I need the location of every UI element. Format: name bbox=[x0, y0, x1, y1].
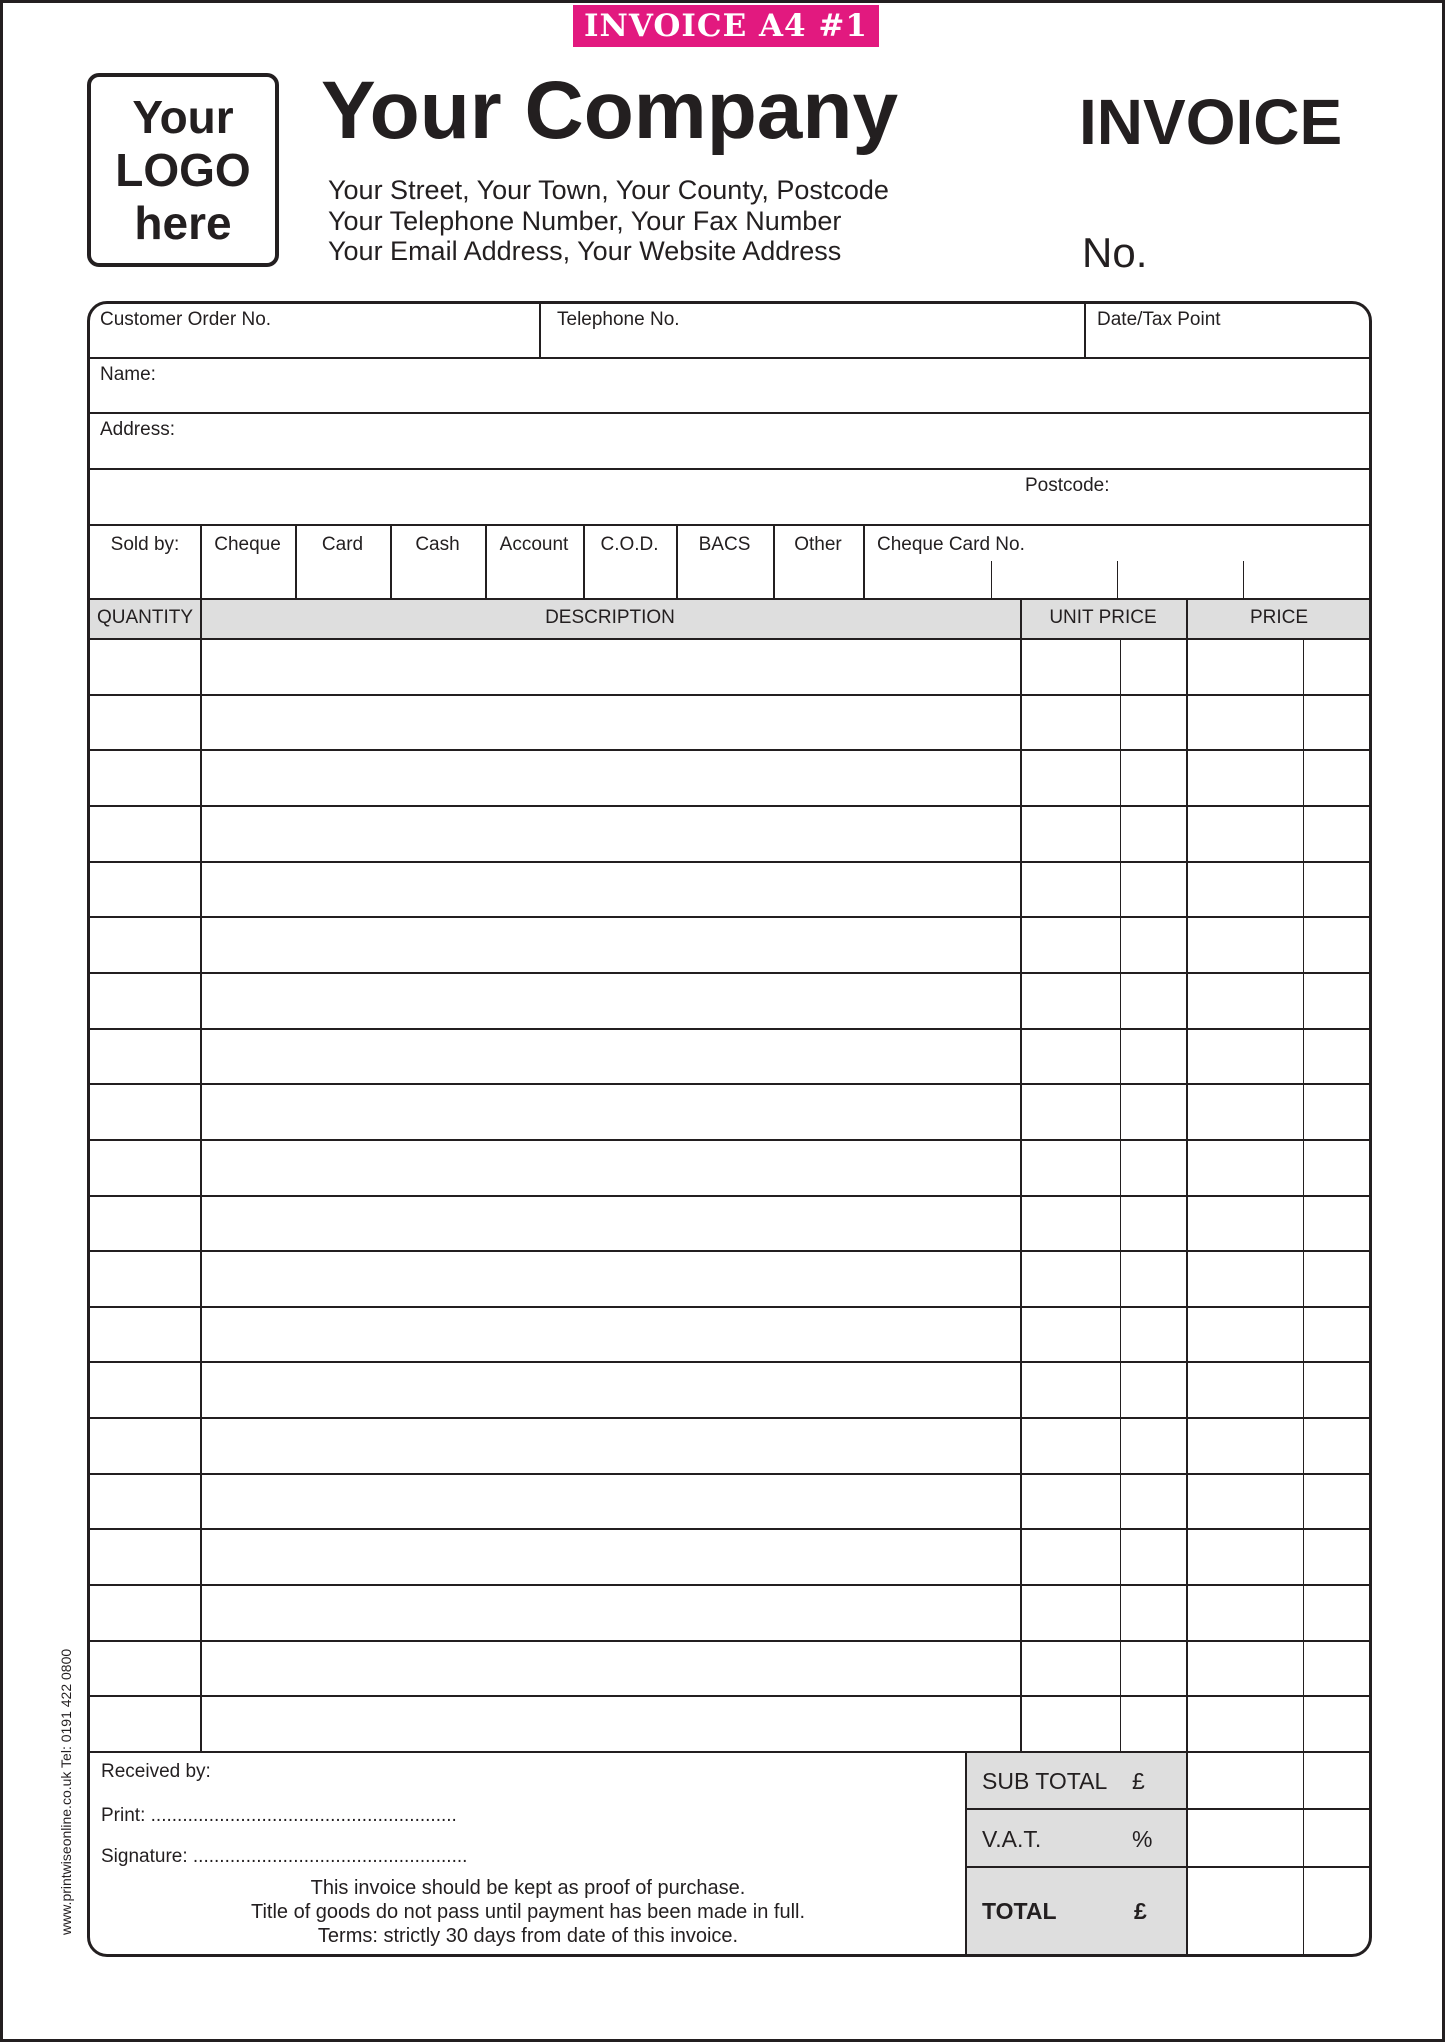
table-row-divider bbox=[90, 1473, 1372, 1475]
table-row-divider bbox=[90, 1083, 1372, 1085]
notice-line1: This invoice should be kept as proof of purchase. bbox=[310, 1877, 746, 1899]
cheque-card-tick bbox=[991, 561, 992, 598]
table-row-divider bbox=[90, 1417, 1372, 1419]
totals-divider bbox=[965, 1866, 1372, 1868]
unit-price-subdivider bbox=[1120, 638, 1121, 1751]
invoice-number-label: No. bbox=[1082, 229, 1148, 276]
print-label: Print: .......................................................... bbox=[101, 1805, 457, 1826]
sold-by-label: Sold by: bbox=[110, 534, 180, 555]
table-header-bottom bbox=[90, 638, 1372, 640]
totals-divider bbox=[965, 1808, 1372, 1810]
payment-bacs: BACS bbox=[698, 534, 751, 555]
price-subdivider bbox=[1303, 638, 1304, 1957]
table-row-divider bbox=[90, 972, 1372, 974]
table-row-divider bbox=[90, 1528, 1372, 1530]
company-address-line3: Your Email Address, Your Website Address bbox=[328, 236, 842, 266]
logo-text-line3: here bbox=[134, 196, 232, 249]
payment-cod: C.O.D. bbox=[600, 534, 659, 555]
payment-account: Account bbox=[499, 534, 569, 555]
vat-percent: % bbox=[1132, 1826, 1153, 1852]
payment-cash: Cash bbox=[415, 534, 460, 555]
print-dotted-line: .......................................................... bbox=[150, 1805, 457, 1826]
column-divider bbox=[863, 524, 865, 598]
row-divider bbox=[90, 524, 1372, 526]
table-bottom bbox=[90, 1751, 1372, 1753]
company-address-line1: Your Street, Your Town, Your County, Postcode bbox=[328, 175, 889, 205]
table-row-divider bbox=[90, 1306, 1372, 1308]
table-row-divider bbox=[90, 1250, 1372, 1252]
row-divider bbox=[90, 412, 1372, 414]
notice-line3: Terms: strictly 30 days from date of this invoice. bbox=[317, 1925, 739, 1947]
logo-text-line1: Your bbox=[132, 90, 234, 143]
invoice-title: INVOICE bbox=[1079, 86, 1343, 158]
address-label: Address: bbox=[100, 419, 175, 440]
signature-label: Signature: .................................................... bbox=[101, 1846, 468, 1867]
signature-dotted-line: .................................................... bbox=[192, 1846, 468, 1867]
logo-placeholder bbox=[87, 73, 279, 267]
company-address-line2: Your Telephone Number, Your Fax Number bbox=[328, 206, 842, 236]
total-currency: £ bbox=[1134, 1898, 1147, 1924]
customer-order-no-label: Customer Order No. bbox=[100, 309, 272, 330]
vat-label: V.A.T. bbox=[982, 1826, 1042, 1852]
row-divider bbox=[90, 357, 1372, 359]
column-divider bbox=[1186, 598, 1188, 1957]
company-name: Your Company bbox=[321, 65, 899, 156]
cheque-card-tick bbox=[1117, 561, 1118, 598]
table-row-divider bbox=[90, 1028, 1372, 1030]
table-row-divider bbox=[90, 1195, 1372, 1197]
payment-cheque: Cheque bbox=[214, 534, 281, 555]
column-divider bbox=[1020, 598, 1022, 1751]
table-row-divider bbox=[90, 1139, 1372, 1141]
quantity-header: QUANTITY bbox=[96, 607, 194, 628]
row-divider bbox=[90, 598, 1372, 600]
price-header: PRICE bbox=[1249, 607, 1309, 628]
payment-card: Card bbox=[321, 534, 364, 555]
column-divider bbox=[539, 304, 541, 357]
table-row-divider bbox=[90, 749, 1372, 751]
sub-total-currency: £ bbox=[1132, 1768, 1145, 1794]
table-row-divider bbox=[90, 694, 1372, 696]
received-by-label: Received by: bbox=[101, 1761, 211, 1782]
table-row-divider bbox=[90, 1640, 1372, 1642]
payment-other: Other bbox=[794, 534, 842, 555]
row-divider bbox=[90, 468, 1372, 470]
logo-text-line2: LOGO bbox=[115, 143, 251, 196]
printer-contact-text: www.printwiseonline.co.uk Tel: 0191 422 0800 bbox=[58, 1648, 74, 1935]
date-tax-point-label: Date/Tax Point bbox=[1097, 309, 1221, 330]
total-label: TOTAL bbox=[982, 1898, 1057, 1924]
postcode-label: Postcode: bbox=[1025, 475, 1110, 496]
table-row-divider bbox=[90, 1695, 1372, 1697]
column-divider bbox=[1084, 304, 1086, 357]
table-row-divider bbox=[90, 1584, 1372, 1586]
cheque-card-no-label: Cheque Card No. bbox=[877, 534, 1025, 555]
table-row-divider bbox=[90, 916, 1372, 918]
table-row-divider bbox=[90, 861, 1372, 863]
cheque-card-tick bbox=[1243, 561, 1244, 598]
column-divider bbox=[200, 598, 202, 1751]
name-label: Name: bbox=[100, 364, 156, 385]
description-header: DESCRIPTION bbox=[545, 607, 675, 628]
notice-line2: Title of goods do not pass until payment has been made in full. bbox=[250, 1901, 806, 1923]
telephone-no-label: Telephone No. bbox=[557, 309, 680, 330]
unit-price-header: UNIT PRICE bbox=[1049, 607, 1157, 628]
table-row-divider bbox=[90, 1361, 1372, 1363]
table-row-divider bbox=[90, 805, 1372, 807]
sub-total-label: SUB TOTAL bbox=[982, 1768, 1108, 1794]
form-code-badge: INVOICE A4 #1 bbox=[573, 5, 879, 47]
invoice-form bbox=[87, 301, 1372, 1957]
